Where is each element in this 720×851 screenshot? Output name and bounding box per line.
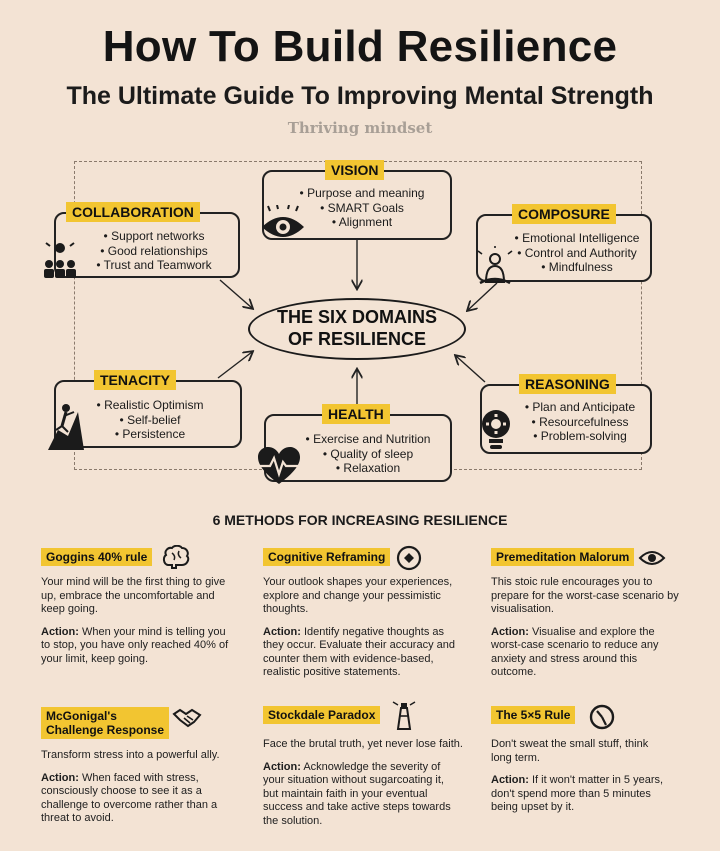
lightbulb-gear-icon [478,406,514,452]
method-description: Face the brutal truth, yet never lose faith. [263,738,463,750]
lighthouse-icon [392,700,416,730]
method-action: Action: If it won't matter in 5 years, don't spend more than 5 minutes being upset by it. [491,774,664,813]
domain-label-composure: COMPOSURE [512,204,616,224]
method-card-mcgonigal [41,707,259,826]
method-action: Action: Visualise and explore the worst-case scenario to reduce any anxiety and stress around this outcome. [491,625,659,678]
domain-items-tenacity: • Realistic Optimism • Self-belief • Persistence [80,398,220,442]
method-description: Transform stress into a powerful ally. [41,749,220,761]
brain-icon [162,545,190,569]
center-title: THE SIX DOMAINS OF RESILIENCE [276,307,437,349]
page-subtitle: The Ultimate Guide To Improving Mental Strength [66,82,654,110]
reframe-icon [396,545,422,571]
method-description: Your outlook shapes your experiences, explore and change your pessimistic thoughts. [263,576,453,615]
eye-target-icon [258,205,308,247]
domain-label-reasoning: REASONING [519,374,616,394]
method-title: Cognitive Reframing [263,548,390,566]
domain-label-vision: VISION [325,160,384,180]
methods-title: 6 METHODS FOR INCREASING RESILIENCE [212,512,508,528]
method-title: The 5×5 Rule [491,706,575,724]
method-description: Your mind will be the first thing to give up, embrace the uncomfortable and keep going. [41,576,226,615]
climber-icon [44,400,84,450]
method-action: Action: Identify negative thoughts as they occur. Evaluate their accuracy and counter them with evidence-based, realistic positive statements. [263,625,455,678]
domain-items-health: • Exercise and Nutrition • Quality of sleep • Relaxation [292,432,444,476]
domain-items-composure: • Emotional Intelligence • Control and Authority • Mindfulness [504,231,650,275]
method-title: Goggins 40% rule [41,548,152,566]
domain-label-health: HEALTH [322,404,390,424]
domain-label-tenacity: TENACITY [94,370,176,390]
domain-items-reasoning: • Plan and Anticipate • Resourcefulness • Problem-solving [510,400,650,444]
meditation-icon [476,246,514,286]
domain-label-collaboration: COLLABORATION [66,202,200,222]
heartbeat-icon [256,446,302,486]
method-action: Action: When faced with stress, consciously choose to see it as a challenge to overcome rather than a threat to avoid. [41,771,218,824]
method-action: Action: When your mind is telling you to stop, you have only reached 40% of your limit, keep going. [41,625,229,665]
method-title: Stockdale Paradox [263,706,380,724]
method-description: This stoic rule encourages you to prepare for the worst-case scenario by visualisation. [491,576,679,615]
method-card-cognitive-reframing [263,548,481,680]
method-card-premeditation-malorum [491,548,709,680]
method-title: McGonigal's Challenge Response [41,707,169,739]
method-card-goggins [41,548,259,666]
method-action: Action: Acknowledge the severity of your situation without sugarcoating it, but maintain faith in your eventual success and take active steps towards the solution. [263,760,451,827]
method-title: Premeditation Malorum [491,548,634,566]
domain-items-vision: • Purpose and meaning • SMART Goals • Alignment [282,186,442,230]
brand-name: Thriving mindset [287,119,433,137]
method-card-stockdale [263,706,481,828]
eye-icon [638,548,666,568]
team-icon [42,240,78,280]
handshake-icon [172,706,202,730]
domain-items-collaboration: • Support networks • Good relationships • Trust and Teamwork [74,229,234,273]
method-description: Don't sweat the small stuff, think long term. [491,738,649,764]
page-title: How To Build Resilience [102,22,618,71]
timer-icon [588,703,616,731]
